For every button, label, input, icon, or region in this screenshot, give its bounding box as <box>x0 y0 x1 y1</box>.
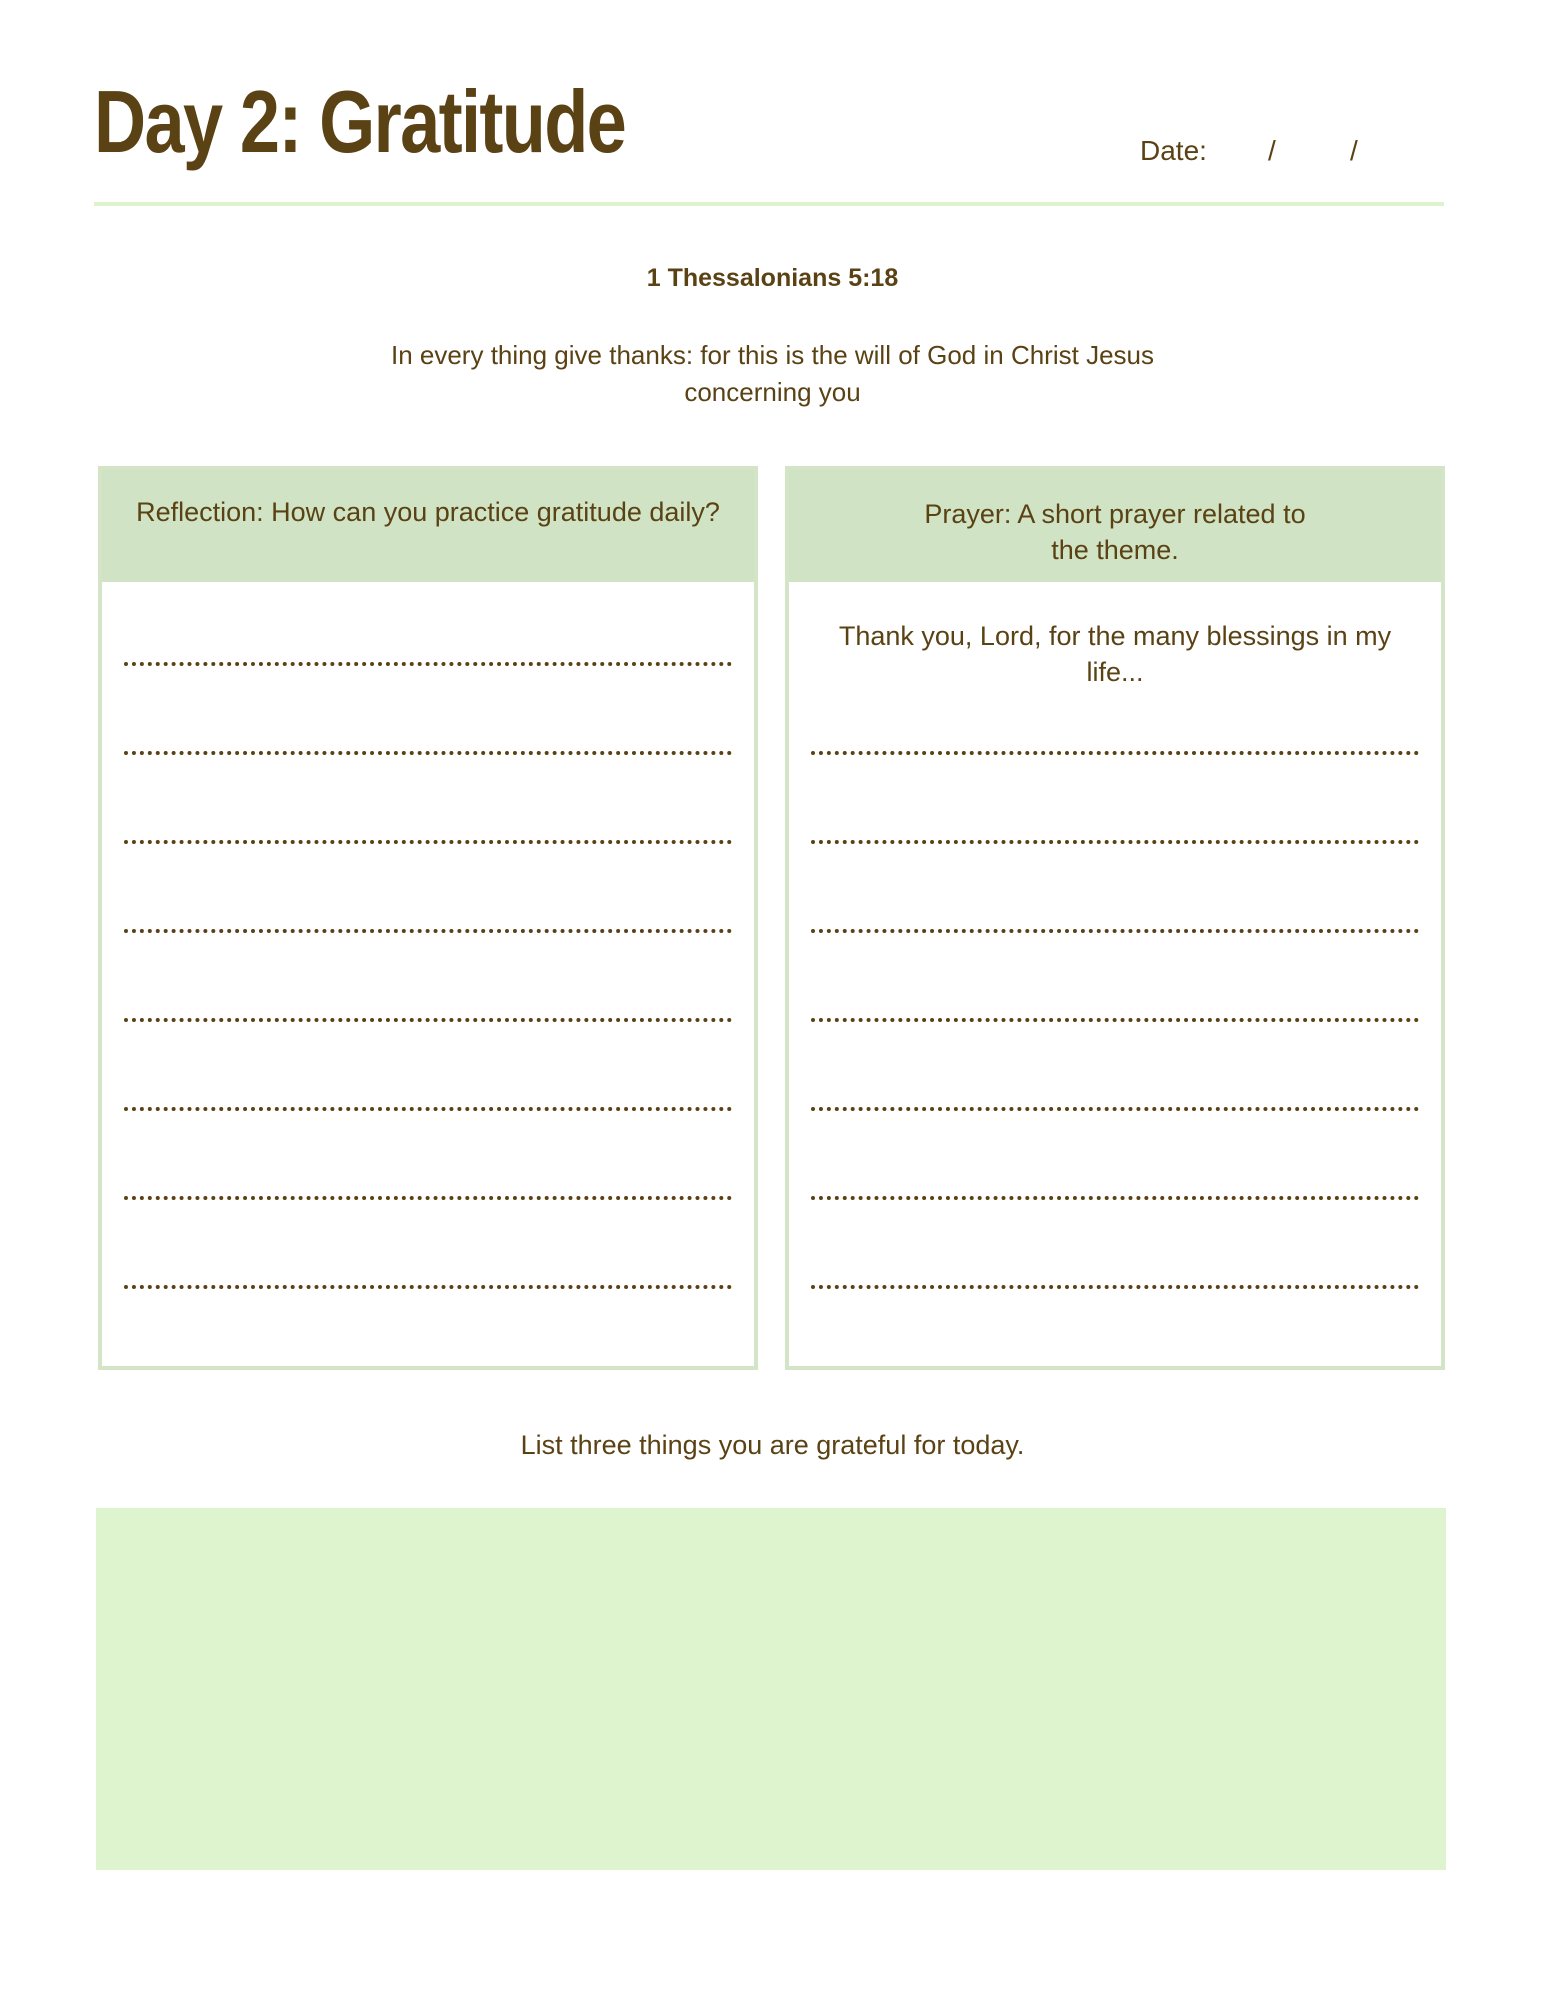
prayer-starter-line: Thank you, Lord, for the many blessings in my <box>838 621 1392 651</box>
scripture-verse <box>0 337 1545 411</box>
writing-line[interactable] <box>124 929 732 933</box>
writing-line[interactable] <box>811 1196 1419 1200</box>
reflection-heading: Reflection: How can you practice gratitude daily? <box>102 470 754 582</box>
writing-line[interactable] <box>124 1107 732 1111</box>
scripture-reference: 1 Thessalonians 5:18 <box>646 264 899 292</box>
prayer-box <box>785 466 1445 1370</box>
writing-line[interactable] <box>124 1285 732 1289</box>
writing-line[interactable] <box>124 1018 732 1022</box>
writing-line[interactable] <box>811 1018 1419 1022</box>
writing-line[interactable] <box>124 1196 732 1200</box>
date-label: Date: <box>1140 135 1207 166</box>
prayer-starter-line: life... <box>1086 657 1144 687</box>
gratitude-answer-area[interactable] <box>96 1508 1446 1870</box>
date-separator: / <box>1350 135 1358 166</box>
reflection-box <box>98 466 758 1370</box>
prayer-heading-line: Prayer: A short prayer related to <box>924 499 1306 529</box>
writing-line[interactable] <box>811 840 1419 844</box>
writing-line[interactable] <box>811 1285 1419 1289</box>
prayer-heading <box>789 470 1441 582</box>
header-divider <box>94 202 1444 206</box>
verse-line: In every thing give thanks: for this is the will of God in Christ Jesus <box>390 340 1154 370</box>
gratitude-prompt: List three things you are grateful for today. <box>520 1430 1025 1460</box>
verse-line: concerning you <box>684 377 861 407</box>
writing-line[interactable] <box>811 929 1419 933</box>
prayer-heading-line: the theme. <box>1051 535 1179 565</box>
date-separator: / <box>1268 135 1276 166</box>
writing-line[interactable] <box>811 1107 1419 1111</box>
page-title: Day 2: Gratitude <box>94 72 626 171</box>
writing-line[interactable] <box>124 840 732 844</box>
writing-line[interactable] <box>124 751 732 755</box>
prayer-starter <box>819 618 1411 690</box>
writing-line[interactable] <box>124 662 732 666</box>
writing-line[interactable] <box>811 751 1419 755</box>
date-field[interactable] <box>1140 135 1358 167</box>
